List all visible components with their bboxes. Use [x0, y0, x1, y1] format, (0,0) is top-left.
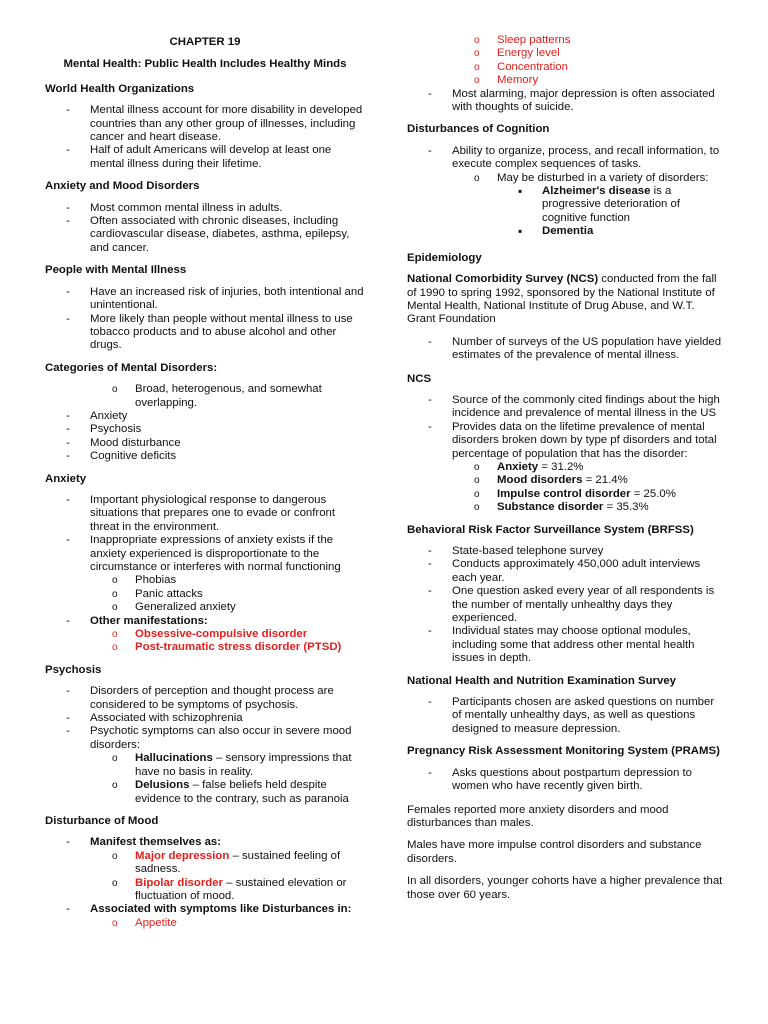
- list-item: o Memory: [407, 74, 725, 87]
- list-item: [45, 641, 365, 654]
- list-item: o May be disturbed in a variety of disorders:: [407, 172, 725, 185]
- section-heading-psychosis: Psychosis: [45, 663, 102, 676]
- list-item: o Concentration: [407, 61, 725, 74]
- anxiety-list: [45, 494, 365, 655]
- list-item: [407, 225, 725, 238]
- list-item: - Associated with schizophrenia: [45, 712, 365, 725]
- list-item: [407, 501, 725, 514]
- list-item: o Appetite: [45, 917, 365, 930]
- closing-paragraph: Males have more impulse control disorders and substance disorders.: [407, 839, 702, 865]
- list-item: - Asks questions about postpartum depression to women who have recently given birth.: [407, 767, 725, 794]
- hallucinations-text: – sensory impressions that have no basis in reality.: [135, 752, 352, 778]
- brfss-list: [407, 545, 725, 666]
- section-heading-brfss: Behavioral Risk Factor Surveillance System (BRFSS): [407, 523, 694, 536]
- list-item: - Provides data on the lifetime prevalence of mental disorders broken down by type pf disorders and total percentage of population that has the disorder:: [407, 421, 725, 461]
- list-item: o Panic attacks: [45, 588, 365, 601]
- section-heading-people: People with Mental Illness: [45, 264, 187, 277]
- stat-term: Substance disorder: [497, 501, 604, 514]
- ncs-list: [407, 394, 725, 515]
- list-item: o Broad, heterogenous, and somewhat overlapping.: [45, 383, 365, 410]
- list-item: - Cognitive deficits: [45, 450, 365, 463]
- epidemiology-list: [407, 336, 725, 363]
- who-list: [45, 104, 365, 171]
- major-depression-term: Major depression: [135, 849, 230, 862]
- list-item: - State-based telephone survey: [407, 545, 725, 558]
- closing-paragraph: In all disorders, younger cohorts have a higher prevalence that those over 60 years.: [407, 875, 723, 901]
- list-item: [407, 185, 725, 225]
- list-item: - Half of adult Americans will develop at least one mental illness during their lifetime.: [45, 144, 365, 171]
- left-column: [45, 36, 365, 930]
- stat-term: Mood disorders: [497, 474, 583, 487]
- list-item: - Mental illness account for more disability in developed countries than any other group of illnesses, including cancer and heart disease.: [45, 104, 365, 144]
- alzheimers-term: Alzheimer's disease: [542, 185, 651, 198]
- list-item: [45, 779, 365, 806]
- alzheimers-text: is a progressive deterioration of cognitive function: [542, 185, 681, 224]
- list-item: [45, 836, 365, 849]
- list-item: [45, 877, 365, 904]
- section-heading-who: World Health Organizations: [45, 82, 195, 95]
- prams-list: [407, 767, 725, 794]
- section-heading-epidemiology: Epidemiology: [407, 251, 482, 264]
- section-heading-prams: Pregnancy Risk Assessment Monitoring System (PRAMS): [407, 745, 720, 758]
- delusions-text: – false beliefs held despite evidence to the contrary, such as paranoia: [135, 779, 349, 805]
- list-item: - Anxiety: [45, 410, 365, 423]
- major-depression-text: – sustained feeling of sadness.: [135, 849, 341, 876]
- list-item: - More likely than people without mental illness to use tobacco products and to abuse alcohol and other drugs.: [45, 313, 365, 353]
- mood-list-continued: [407, 34, 725, 114]
- nhanes-list: [407, 696, 725, 736]
- list-item: - Psychotic symptoms can also occur in severe mood disorders:: [45, 725, 365, 752]
- section-heading-anxiety: Anxiety: [45, 472, 87, 485]
- categories-list: [45, 383, 365, 463]
- associated-label: Associated with symptoms like Disturbances in:: [90, 903, 352, 916]
- section-heading-mood: Disturbance of Mood: [45, 814, 159, 827]
- list-item: - Mood disturbance: [45, 437, 365, 450]
- list-item: - Inappropriate expressions of anxiety exists if the anxiety experienced is disproportionate to the circumstance or interferes with normal functioning: [45, 534, 365, 574]
- closing-paragraph: Females reported more anxiety disorders and mood disturbances than males.: [407, 803, 669, 829]
- stat-value: = 25.0%: [630, 487, 676, 500]
- chapter-label: CHAPTER 19: [169, 36, 241, 48]
- stat-value: = 31.2%: [538, 460, 584, 473]
- list-item: o Sleep patterns: [407, 34, 725, 47]
- stat-value: = 35.3%: [603, 501, 649, 514]
- list-item: [45, 850, 365, 877]
- list-item: o Phobias: [45, 574, 365, 587]
- bipolar-text: – sustained elevation or fluctuation of mood.: [135, 876, 347, 902]
- ocd-term: Obsessive-compulsive disorder: [135, 628, 308, 641]
- list-item: - Ability to organize, process, and recall information, to execute complex sequences of tasks.: [407, 145, 725, 172]
- list-item: [407, 474, 725, 487]
- dementia-term: Dementia: [542, 225, 594, 238]
- right-column: [407, 34, 725, 911]
- ptsd-term: Post-traumatic stress disorder (PTSD): [135, 641, 342, 654]
- list-item: o Generalized anxiety: [45, 601, 365, 614]
- chapter-title: Mental Health: Public Health Includes Healthy Minds: [63, 58, 347, 71]
- list-item: - Participants chosen are asked questions on number of mentally unhealthy days, as well as questions designed to measure depression.: [407, 696, 725, 736]
- anxiety-mood-list: [45, 202, 365, 256]
- section-heading-nhanes: National Health and Nutrition Examination Survey: [407, 674, 676, 687]
- list-item: [45, 615, 365, 628]
- mood-list: [45, 836, 365, 930]
- people-list: [45, 286, 365, 353]
- section-heading-anxiety-mood: Anxiety and Mood Disorders: [45, 180, 200, 193]
- bipolar-term: Bipolar disorder: [135, 876, 223, 889]
- list-item: - Most alarming, major depression is often associated with thoughts of suicide.: [407, 88, 725, 115]
- section-heading-categories: Categories of Mental Disorders:: [45, 361, 218, 374]
- list-item: [45, 752, 365, 779]
- list-item: - Have an increased risk of injuries, both intentional and unintentional.: [45, 286, 365, 313]
- list-item: [407, 488, 725, 501]
- ncs-description: conducted from the fall of 1990 to spring 1992, sponsored by the National Institute of Mental Health, National Institute of Drug Abuse, and W.T. Grant Foundation: [407, 273, 717, 326]
- list-item: [45, 903, 365, 916]
- list-item: - Disorders of perception and thought process are considered to be symptoms of psychosis.: [45, 685, 365, 712]
- psychosis-list: [45, 685, 365, 806]
- section-heading-ncs: NCS: [407, 372, 432, 385]
- ncs-paragraph: [407, 273, 725, 327]
- stat-term: Anxiety: [497, 460, 539, 473]
- list-item: - Most common mental illness in adults.: [45, 202, 365, 215]
- list-item: - Individual states may choose optional modules, including some that address other mental health issues in depth.: [407, 625, 725, 665]
- list-item: - Psychosis: [45, 423, 365, 436]
- list-item: [45, 628, 365, 641]
- list-item: - Number of surveys of the US population have yielded estimates of the prevalence of mental illness.: [407, 336, 725, 363]
- list-item: o Energy level: [407, 47, 725, 60]
- list-item: [407, 461, 725, 474]
- manifest-label: Manifest themselves as:: [90, 836, 222, 849]
- list-item: - Often associated with chronic diseases, including cardiovascular disease, diabetes, asthma, epilepsy, and cancer.: [45, 215, 365, 255]
- list-item: - Important physiological response to dangerous situations that prepares one to evade or confront threat in the environment.: [45, 494, 365, 534]
- list-item: - Source of the commonly cited findings about the high incidence and prevalence of mental illness in the US: [407, 394, 725, 421]
- hallucinations-term: Hallucinations: [135, 752, 213, 765]
- stat-term: Impulse control disorder: [497, 487, 631, 500]
- ncs-term: National Comorbidity Survey (NCS): [407, 273, 599, 286]
- delusions-term: Delusions: [135, 779, 190, 792]
- cognition-list: [407, 145, 725, 239]
- list-item: - Conducts approximately 450,000 adult interviews each year.: [407, 558, 725, 585]
- section-heading-cognition: Disturbances of Cognition: [407, 123, 550, 136]
- other-manifestations-label: Other manifestations:: [90, 614, 208, 627]
- list-item: - One question asked every year of all respondents is the number of mentally unhealthy days they experienced.: [407, 585, 725, 625]
- stat-value: = 21.4%: [582, 474, 628, 487]
